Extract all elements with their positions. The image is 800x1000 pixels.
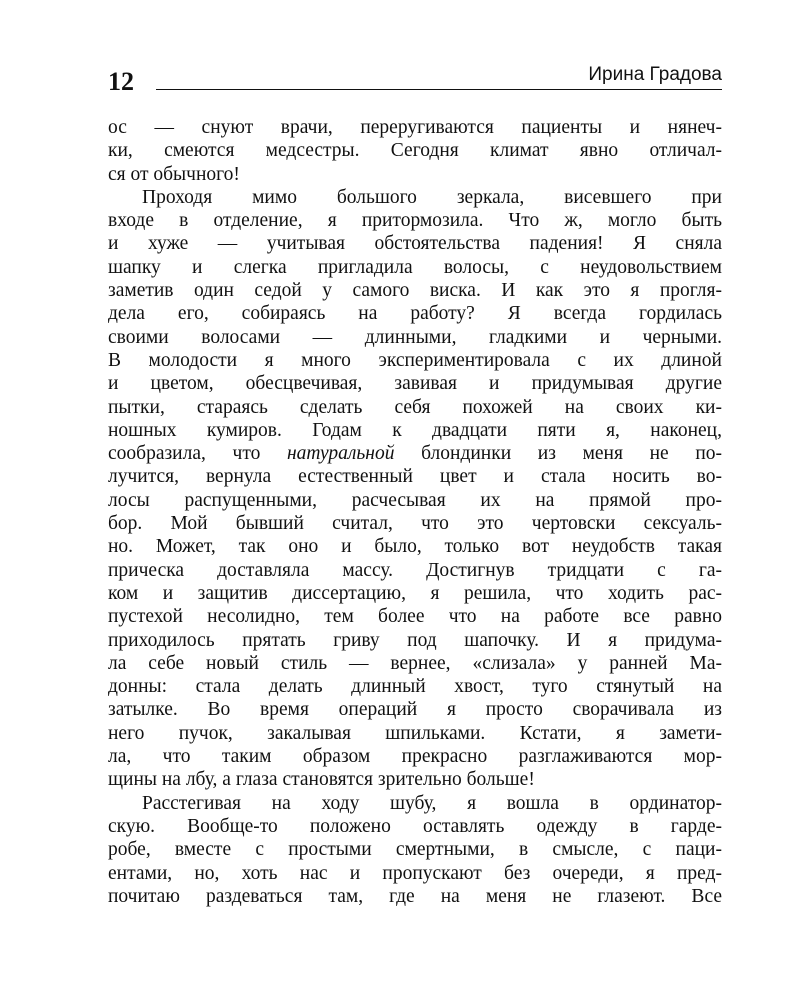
running-head-author: Ирина Градова	[588, 64, 722, 85]
text-line: ла себе новый стиль — вернее, «слизала» у ранней Ма-	[108, 652, 722, 674]
text-line: и хуже — учитывая обстоятельства падения! Я сняла	[108, 233, 722, 255]
text-line: донны: стала делать длинный хвост, туго стянутый на	[108, 676, 722, 698]
page-number: 12	[108, 67, 134, 96]
text-line: ком и защитив диссертацию, я решила, что ходить рас-	[108, 582, 722, 604]
italic-word: натуральной	[286, 443, 395, 465]
text-line: него пучок, закалывая шпильками. Кстати, я замети-	[108, 722, 722, 744]
body-text	[108, 116, 722, 908]
text-line-with-italic	[108, 442, 722, 465]
text-line: шапку и слегка пригладила волосы, с неудовольствием	[108, 256, 722, 278]
text-line: пытки, стараясь сделать себя похожей на своих ки-	[108, 396, 722, 418]
text-line: и цветом, обесцвечивая, завивая и придумывая другие	[108, 373, 722, 395]
text-line: робе, вместе с простыми смертными, в смысле, с паци-	[108, 839, 722, 861]
text-run: сообразила, что	[108, 443, 287, 465]
text-line: заметив один седой у самого виска. И как это я прогля-	[108, 280, 722, 302]
text-line: но. Может, так оно и было, только вот неудобств такая	[108, 536, 722, 558]
text-line: ентами, но, хоть нас и пропускают без очереди, я пред-	[108, 862, 722, 884]
header-rule	[156, 89, 722, 90]
text-line: ношных кумиров. Годам к двадцати пяти я, наконец,	[108, 419, 722, 441]
text-line: Расстегивая на ходу шубу, я вошла в ординатор-	[142, 792, 722, 814]
page-header	[108, 66, 722, 98]
text-line: прическа доставляла массу. Достигнув тридцати с га-	[108, 559, 722, 581]
text-line: ос — снуют врачи, переругиваются пациенты и нянеч-	[108, 117, 722, 138]
text-line: бор. Мой бывший считал, что это чертовски сексуаль-	[108, 513, 722, 535]
text-line: ся от обычного!	[108, 163, 240, 185]
text-line: приходилось прятать гриву под шапочку. И я придума-	[108, 629, 722, 651]
text-line: Проходя мимо большого зеркала, висевшего при	[142, 186, 722, 208]
text-line: пустехой несолидно, тем более что на работе все равно	[108, 606, 722, 628]
text-line: ки, смеются медсестры. Сегодня климат явно отличал-	[108, 140, 722, 162]
text-line: ла, что таким образом прекрасно разглаживаются мор-	[108, 746, 722, 768]
text-line: затылке. Во время операций я просто сворачивала из	[108, 699, 722, 721]
text-line: своими волосами — длинными, гладкими и черными.	[108, 326, 722, 348]
text-line: почитаю раздеваться там, где на меня не глазеют. Все	[108, 885, 722, 907]
text-line: дела его, собираясь на работу? Я всегда гордилась	[108, 303, 722, 325]
text-line: В молодости я много экспериментировала с их длиной	[108, 349, 722, 371]
text-line: входе в отделение, я притормозила. Что ж, могло быть	[108, 210, 722, 232]
text-run: блондинки из меня не по-	[394, 443, 722, 465]
text-line: скую. Вообще-то положено оставлять одежду в гарде-	[108, 815, 722, 837]
text-line: лучится, вернула естественный цвет и стала носить во-	[108, 466, 722, 488]
text-line: лосы распущенными, расчесывая их на прямой про-	[108, 489, 722, 511]
text-line: щины на лбу, а глаза становятся зрительно больше!	[108, 769, 535, 791]
